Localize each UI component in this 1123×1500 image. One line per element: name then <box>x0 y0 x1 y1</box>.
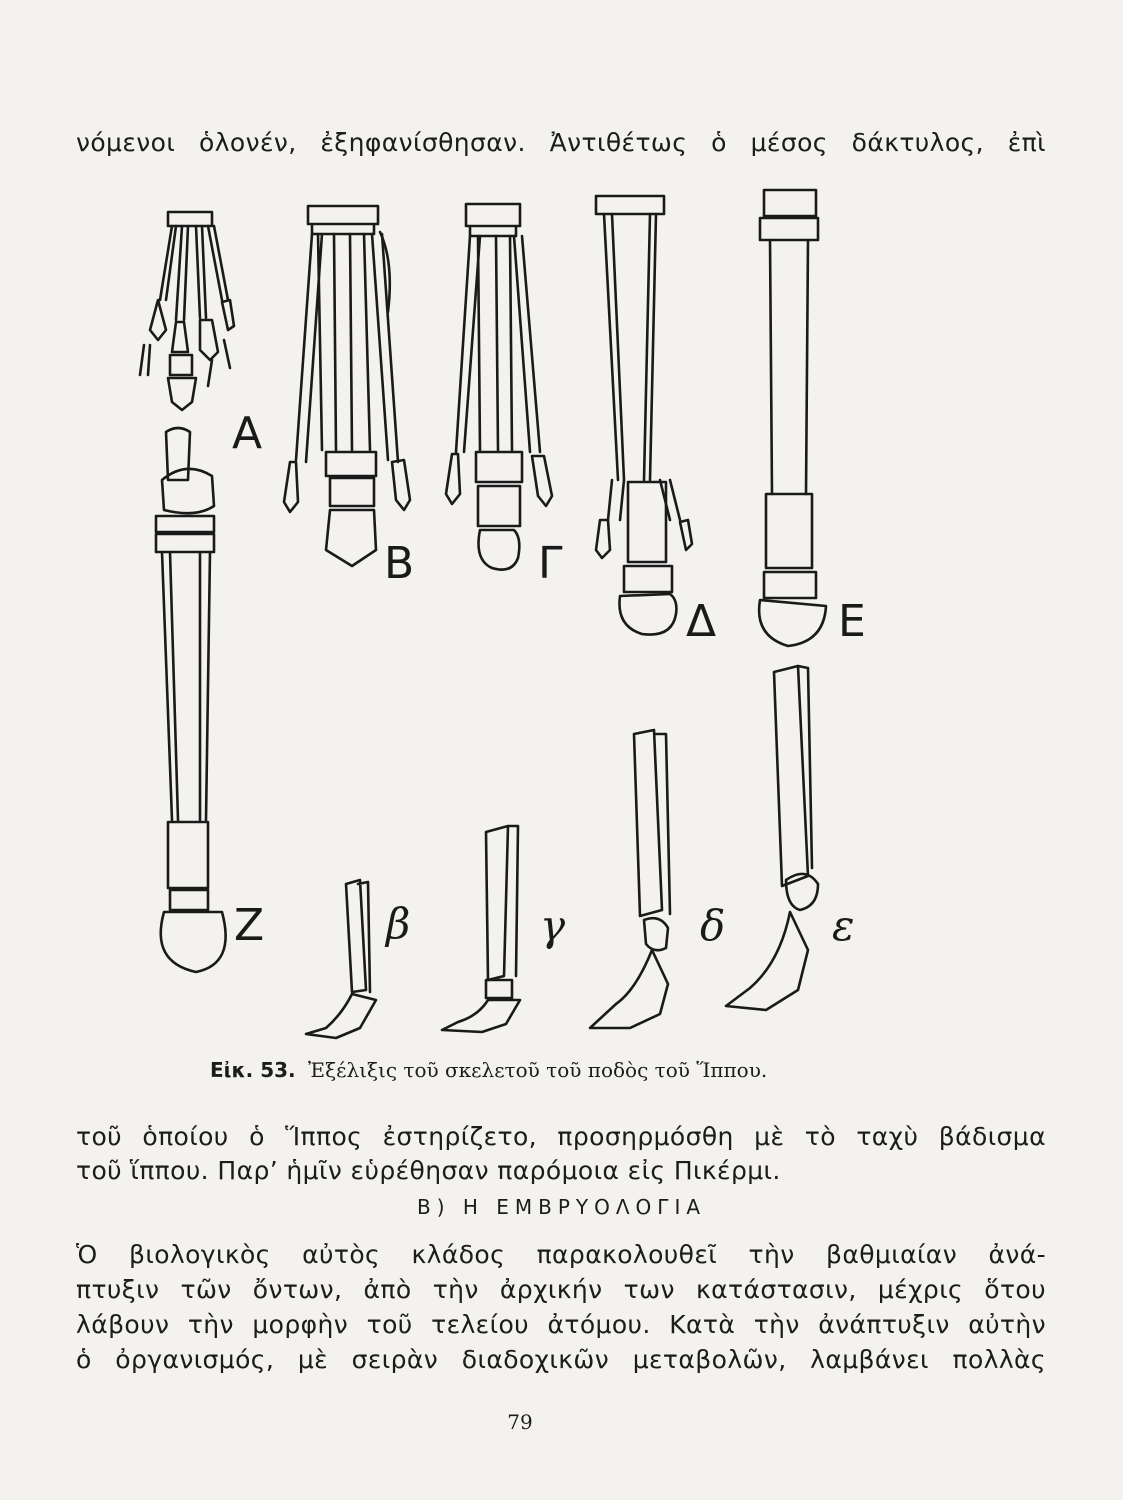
label-B: Β <box>384 538 415 589</box>
paragraph-line-4: ὁ ὀργανισμός, μὲ σειρὰν διαδοχικῶν μεταβολῶν, λαμβάνει πολλὰς <box>76 1345 1046 1374</box>
skeleton-beta <box>306 880 376 1038</box>
paragraph-line-1: Ὁ βιολογικὸς αὐτὸς κλάδος παρακολουθεῖ τὴν βαθμιαίαν ἀνά- <box>76 1240 1046 1269</box>
skeleton-gamma <box>442 826 520 1032</box>
text-line-after-1: τοῦ ὁποίου ὁ Ἵππος ἐστηρίζετο, προσηρμόσθη μὲ τὸ ταχὺ βάδισμα <box>76 1122 1046 1151</box>
skeleton-Delta <box>596 196 692 635</box>
caption-label: Εἰκ. 53. <box>210 1058 296 1082</box>
label-epsilon: ε <box>832 901 855 950</box>
label-Gamma: Γ <box>538 538 563 589</box>
skeleton-Zeta <box>156 428 226 972</box>
page-number: 79 <box>507 1410 533 1434</box>
paragraph-line-3: λάβουν τὴν μορφὴν τοῦ τελείου ἀτόμου. Κατὰ τὴν ἀνάπτυξιν αὐτὴν <box>76 1310 1046 1339</box>
label-gamma: γ <box>540 901 566 950</box>
text-line-top: νόμενοι ὁλονέν, ἐξηφανίσθησαν. Ἀντιθέτως ὁ μέσος δάκτυλος, ἐπὶ <box>76 128 1046 157</box>
paragraph-line-2: πτυξιν τῶν ὄντων, ἀπὸ τὴν ἀρχικήν των κατάστασιν, μέχρις ὅτου <box>76 1275 1046 1304</box>
skeleton-B <box>284 206 410 566</box>
label-delta: δ <box>700 901 726 950</box>
figure-drawing <box>0 170 1123 1050</box>
skeleton-Epsilon <box>759 190 826 646</box>
figure-caption <box>210 1058 910 1082</box>
horse-foot-evolution-figure <box>0 170 1123 1050</box>
caption-text: Ἐξέλιξις τοῦ σκελετοῦ τοῦ ποδὸς τοῦ Ἵππου. <box>308 1058 768 1082</box>
skeleton-A <box>140 212 234 410</box>
label-Delta: Δ <box>686 596 717 647</box>
skeleton-delta <box>590 730 670 1028</box>
label-Zeta: Ζ <box>234 900 265 951</box>
label-beta: β <box>386 899 411 948</box>
skeleton-Gamma <box>446 204 552 570</box>
skeleton-epsilon <box>726 666 818 1010</box>
section-heading: Β) Η ΕΜΒΡΥΟΛΟΓΙΑ <box>416 1195 707 1219</box>
label-A: Α <box>232 408 263 459</box>
label-Epsilon: Ε <box>838 596 866 647</box>
text-line-after-2: τοῦ ἵππου. Παρ’ ἡμῖν εὑρέθησαν παρόμοια εἰς Πικέρμι. <box>76 1156 781 1185</box>
